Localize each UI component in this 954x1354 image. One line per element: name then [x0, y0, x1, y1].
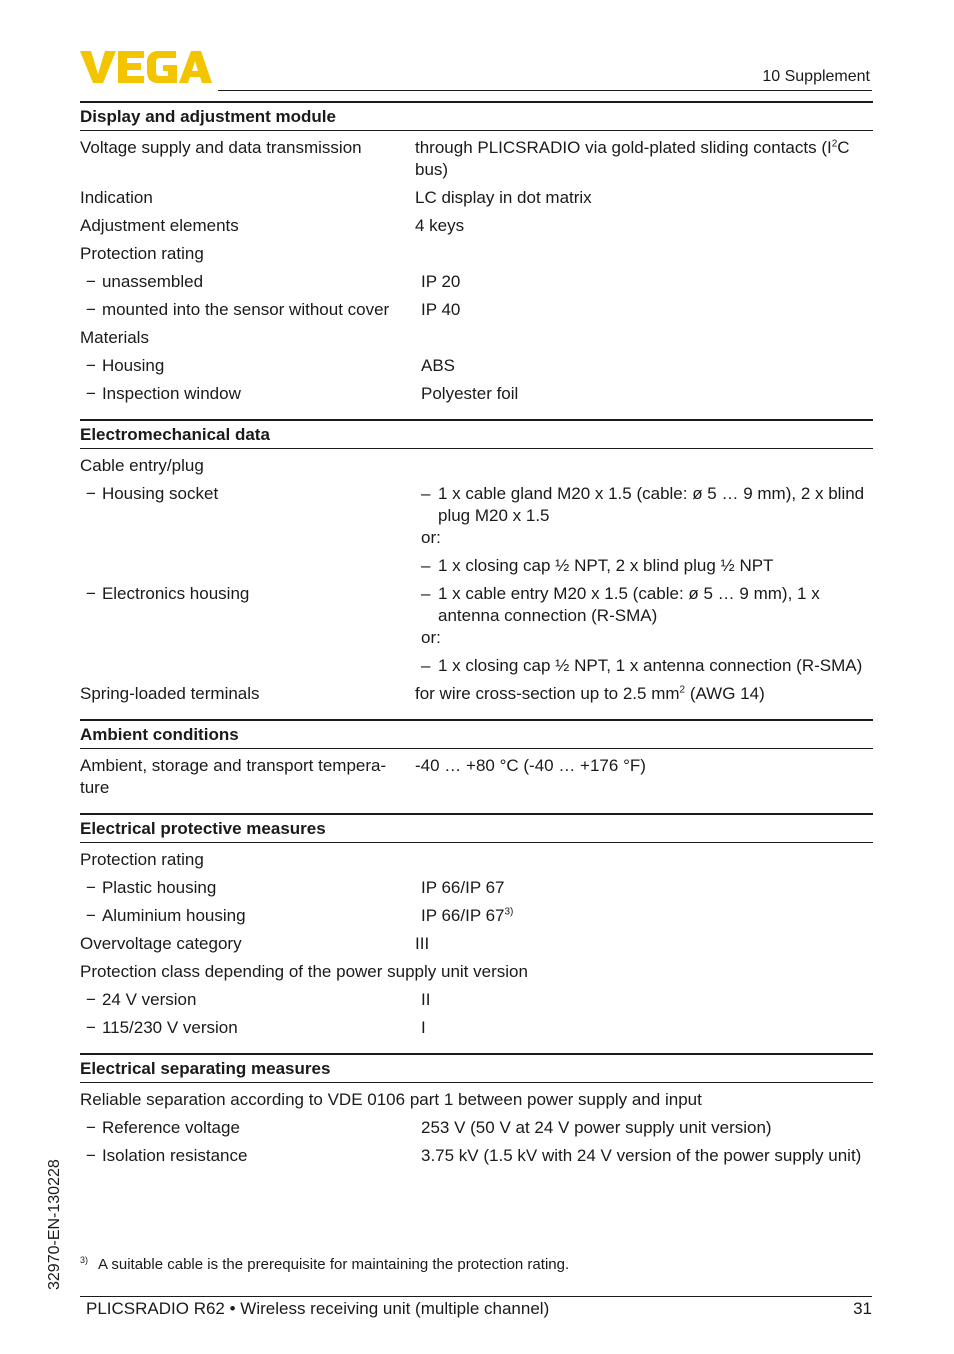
spec-value: Polyester foil — [421, 384, 519, 403]
label-text: Aluminium housing — [101, 906, 246, 925]
spec-row — [80, 243, 873, 265]
spec-label: Cable entry/plug — [80, 456, 204, 475]
section-display-module — [80, 101, 873, 405]
spec-row — [80, 137, 873, 181]
spec-label: Spring-loaded terminals — [80, 684, 260, 703]
spec-label: Materials — [80, 328, 149, 347]
spec-value: IP 66/IP 67 — [421, 878, 505, 897]
spec-row — [80, 455, 873, 477]
bullet-dash: – — [421, 584, 431, 603]
chapter-label: 10 Supplement — [762, 68, 870, 85]
dash: − — [86, 272, 96, 291]
bullet-item — [421, 555, 873, 577]
spec-row — [80, 1017, 873, 1039]
spec-value: ABS — [421, 356, 456, 375]
label-text: Isolation resistance — [101, 1146, 248, 1165]
spec-value: -40 … +80 °C (-40 … +176 °F) — [415, 756, 646, 775]
spec-label: Protection class depending of the power supply unit version — [80, 962, 528, 981]
spec-label — [80, 355, 421, 377]
spec-row — [80, 905, 873, 927]
dash: − — [86, 878, 96, 897]
dash: − — [86, 990, 96, 1009]
spec-row — [80, 877, 873, 899]
spec-label — [80, 905, 421, 927]
label-text: 115/230 V version — [101, 1018, 238, 1037]
spec-label — [80, 583, 421, 677]
label-text: mounted into the sensor without cover — [101, 300, 390, 319]
spec-value: IP 40 — [421, 300, 461, 319]
superscript: 2 — [679, 684, 686, 696]
header-divider — [218, 90, 872, 91]
spec-value: IP 20 — [421, 272, 461, 291]
label-text: unassembled — [101, 272, 204, 291]
spec-label — [80, 1017, 421, 1039]
spec-row — [80, 271, 873, 293]
spec-label — [80, 877, 421, 899]
spec-label: Indication — [80, 188, 153, 207]
spec-row — [80, 1145, 873, 1167]
bullet-dash: – — [421, 556, 431, 575]
spec-row — [80, 355, 873, 377]
spec-row — [80, 961, 873, 983]
bullet-item — [421, 583, 873, 627]
spec-value: II — [421, 990, 431, 1009]
section-title: Electromechanical data — [80, 421, 873, 449]
section-protective — [80, 813, 873, 1039]
spec-value — [421, 583, 873, 677]
dash: − — [86, 384, 96, 403]
dash: − — [86, 484, 96, 503]
bullet-text: 1 x closing cap ½ NPT, 1 x antenna connection (R-SMA) — [438, 656, 863, 675]
spec-value: 253 V (50 V at 24 V power supply unit version) — [421, 1118, 772, 1137]
spec-content — [80, 101, 873, 1167]
label-text: Inspection window — [101, 384, 241, 403]
spec-label: Protection rating — [80, 850, 204, 869]
spec-row — [80, 187, 873, 209]
spec-row — [80, 215, 873, 237]
spec-row — [80, 849, 873, 871]
spec-label: Adjustment elements — [80, 216, 239, 235]
spec-value: III — [415, 934, 430, 953]
section-title: Ambient conditions — [80, 721, 873, 749]
label-text: Housing socket — [101, 484, 219, 503]
spec-label — [80, 299, 421, 321]
spec-row — [80, 683, 873, 705]
label-text: Electronics housing — [101, 584, 250, 603]
spec-row — [80, 583, 873, 677]
spec-value — [415, 137, 873, 181]
spec-row — [80, 299, 873, 321]
document-code: 32970-EN-130228 — [46, 1159, 63, 1290]
footnote-mark: 3) — [80, 1255, 89, 1265]
dash: − — [86, 1146, 96, 1165]
spec-value — [421, 483, 873, 577]
footnote — [80, 1256, 569, 1273]
or-text: or: — [421, 628, 441, 647]
dash: − — [86, 584, 96, 603]
spec-label — [80, 483, 421, 577]
spec-label — [80, 1145, 421, 1167]
value-text: (AWG 14) — [685, 684, 765, 703]
bullet-text: 1 x closing cap ½ NPT, 2 x blind plug ½ NPT — [438, 556, 774, 575]
label-text: 24 V version — [101, 990, 197, 1009]
spec-label: Protection rating — [80, 244, 204, 263]
value-text: IP 66/IP 67 — [421, 906, 505, 925]
spec-value — [415, 683, 873, 705]
spec-label: Ambient, storage and transport tempera-ture — [80, 756, 387, 797]
footnote-text: A suitable cable is the prerequisite for maintaining the protection rating. — [98, 1256, 570, 1273]
bullet-item — [421, 655, 873, 677]
section-ambient — [80, 719, 873, 799]
dash: − — [86, 300, 96, 319]
footnote-ref: 3) — [504, 906, 514, 918]
section-separating — [80, 1053, 873, 1167]
spec-row — [80, 755, 873, 799]
spec-value: LC display in dot matrix — [415, 188, 592, 207]
bullet-item — [421, 483, 873, 527]
or-text: or: — [421, 528, 441, 547]
label-text: Plastic housing — [101, 878, 217, 897]
dash: − — [86, 356, 96, 375]
bullet-text: 1 x cable gland M20 x 1.5 (cable: ø 5 … 9 mm), 2 x blind plug M20 x 1.5 — [438, 484, 865, 525]
superscript: 2 — [831, 138, 838, 150]
spec-value — [421, 905, 873, 927]
section-title: Display and adjustment module — [80, 103, 873, 131]
value-text: through PLICSRADIO via gold-plated sliding contacts (I — [415, 138, 832, 157]
section-title: Electrical protective measures — [80, 815, 873, 843]
spec-label — [80, 989, 421, 1011]
spec-row — [80, 1117, 873, 1139]
label-text: Housing — [101, 356, 165, 375]
value-text: for wire cross-section up to 2.5 mm — [415, 684, 680, 703]
spec-row — [80, 327, 873, 349]
page-number: 31 — [853, 1299, 872, 1318]
spec-label: Voltage supply and data transmission — [80, 138, 362, 157]
spec-label: Overvoltage category — [80, 934, 242, 953]
spec-row — [80, 383, 873, 405]
bullet-dash: – — [421, 484, 431, 503]
label-text: Reference voltage — [101, 1118, 240, 1137]
spec-value: 4 keys — [415, 216, 465, 235]
section-title: Electrical separating measures — [80, 1055, 873, 1083]
bullet-dash: – — [421, 656, 431, 675]
spec-row — [80, 483, 873, 577]
section-electromechanical — [80, 419, 873, 705]
footer-divider — [80, 1296, 872, 1297]
spec-row — [80, 933, 873, 955]
spec-label: Reliable separation according to VDE 0106 part 1 between power supply and input — [80, 1090, 702, 1109]
bullet-text: 1 x cable entry M20 x 1.5 (cable: ø 5 … 9 mm), 1 x antenna connection (R-SMA) — [438, 584, 820, 625]
spec-row — [80, 989, 873, 1011]
dash: − — [86, 1018, 96, 1037]
spec-label — [80, 271, 421, 293]
value-text: C bus) — [415, 138, 850, 179]
spec-row — [80, 1089, 873, 1111]
spec-label — [80, 383, 421, 405]
dash: − — [86, 1118, 96, 1137]
dash: − — [86, 906, 96, 925]
vega-logo — [80, 50, 212, 84]
spec-value: 3.75 kV (1.5 kV with 24 V version of the power supply unit) — [421, 1146, 862, 1165]
spec-label — [80, 1117, 421, 1139]
footer-title: PLICSRADIO R62 • Wireless receiving unit (multiple channel) — [86, 1299, 550, 1318]
spec-value: I — [421, 1018, 426, 1037]
